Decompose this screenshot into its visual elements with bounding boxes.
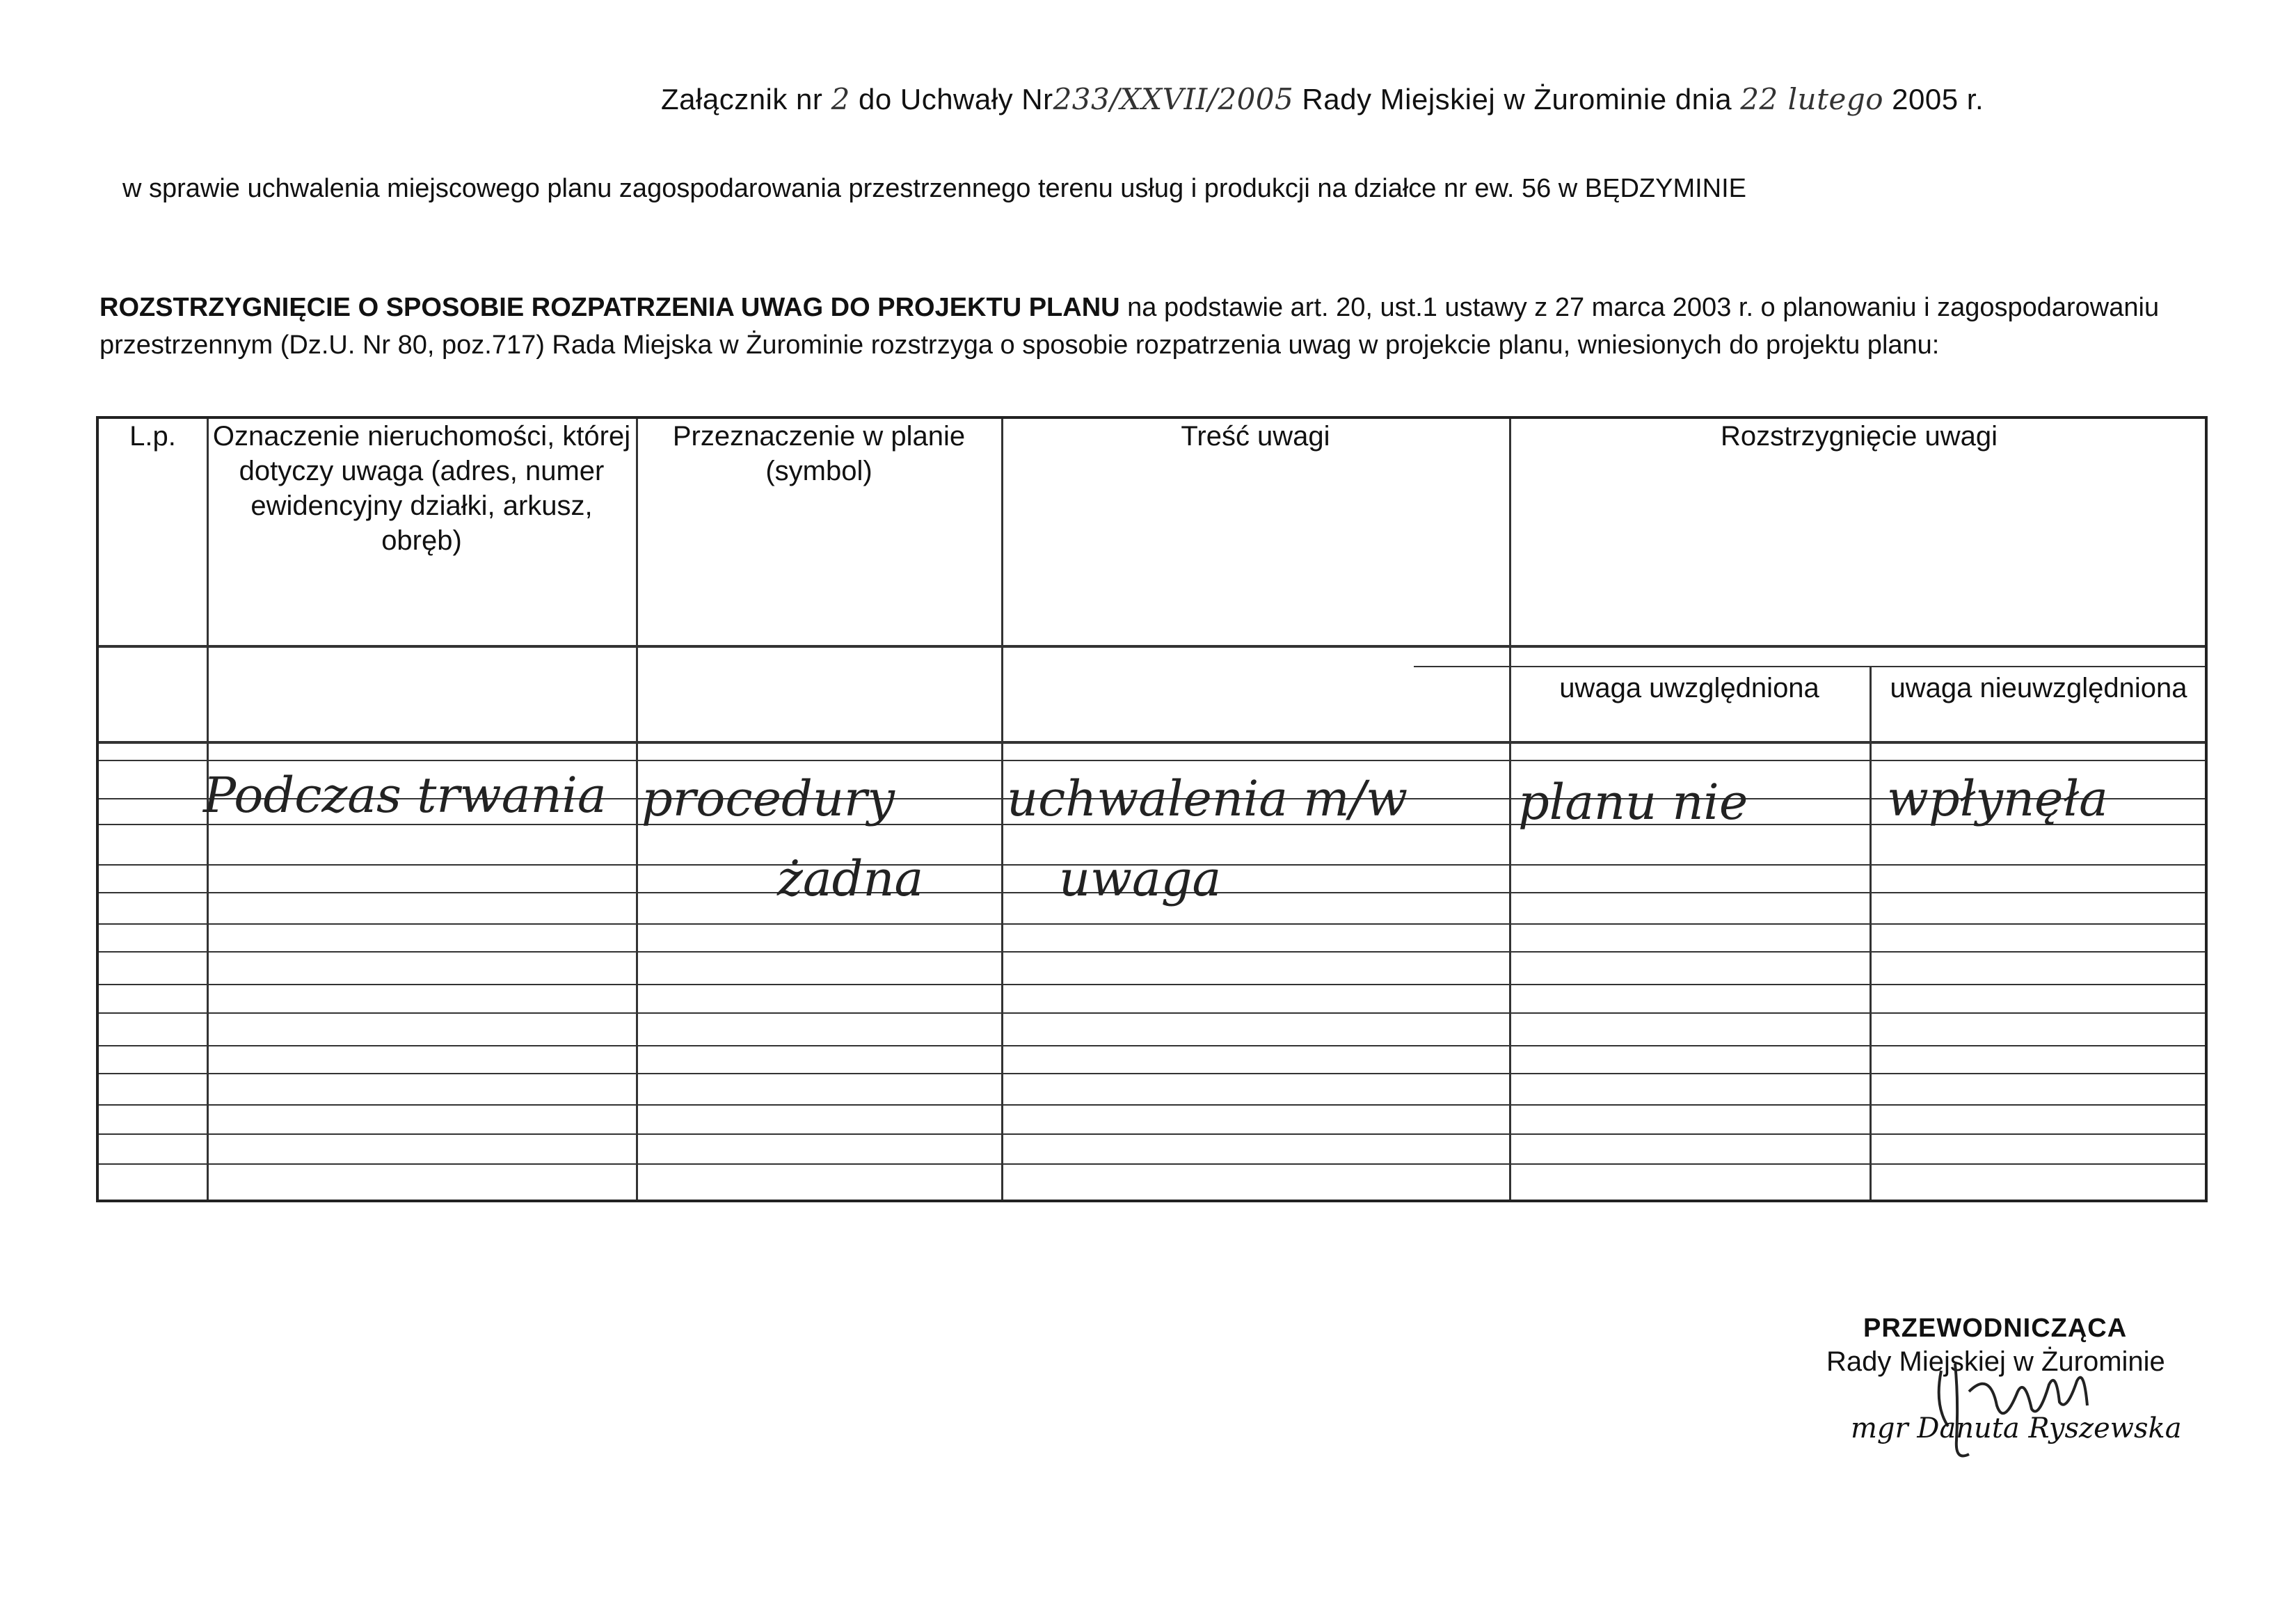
table-rule (1414, 666, 2205, 667)
table-rule (99, 1104, 2205, 1106)
table-rule (99, 1163, 2205, 1165)
table-rule (99, 645, 2205, 648)
table-rule (99, 1012, 2205, 1014)
header-decision: Rozstrzygnięcie uwagi (1721, 421, 1998, 452)
handwritten-text: uwaga (1059, 850, 1222, 907)
table-rule (99, 951, 2205, 953)
signature-scrawl (1927, 1343, 2108, 1468)
table-rule (99, 984, 2205, 985)
table-rule (99, 760, 2205, 761)
header-lp: L.p. (129, 421, 176, 452)
resolution-paragraph (99, 289, 2187, 364)
table-rule (99, 1073, 2205, 1074)
handwritten-text: planu nie (1518, 774, 1748, 831)
table-rule (99, 741, 2205, 744)
table-rule (99, 923, 2205, 925)
handwritten-text: uchwalenia m/w (1007, 770, 1408, 827)
signature-title: PRZEWODNICZĄCA (1863, 1314, 2128, 1343)
table-divider (1870, 666, 1872, 1200)
council-date-prefix: Rady Miejskiej w Żurominie dnia (1302, 83, 1732, 116)
table-divider (1001, 419, 1003, 1200)
resolution-title: ROZSTRZYGNIĘCIE O SPOSOBIE ROZPATRZENIA UWAG DO PROJEKTU PLANU (99, 293, 1120, 322)
header-content: Treść uwagi (1181, 421, 1330, 452)
objections-table (96, 416, 2208, 1202)
header-property: Oznaczenie nieruchomości, której dotyczy uwaga (adres, numer ewidencyjny działki, arkusz, obręb) (212, 421, 631, 556)
table-divider (636, 419, 638, 1200)
resolution-prefix: do Uchwały Nr (858, 83, 1053, 116)
header-rejected: uwaga nieuwzględniona (1890, 673, 2187, 703)
header-accepted: uwaga uwzględniona (1559, 673, 1819, 703)
resolution-year: 2005 r. (1892, 83, 1984, 116)
table-rule (99, 1133, 2205, 1135)
handwritten-text: Podczas trwania (203, 767, 607, 824)
annex-prefix: Załącznik nr (661, 83, 823, 116)
resolution-subject: w sprawie uchwalenia miejscowego planu zagospodarowania przestrzennego terenu usług i produkcji na działce nr ew. 56 w BĘDZYMINIE (122, 174, 1747, 203)
annex-header (661, 82, 1984, 116)
signature-name: mgr Danuta Ryszewska (1851, 1412, 2182, 1444)
handwritten-text: wpłynęła (1887, 770, 2108, 827)
signature-council: Rady Miejskiej w Żurominie (1826, 1346, 2165, 1377)
handwritten-text: procedury (641, 770, 895, 827)
table-rule (99, 1045, 2205, 1046)
resolution-date: 22 lutego (1740, 82, 1883, 116)
handwritten-text: żadna (777, 850, 924, 907)
table-divider (1509, 419, 1511, 1200)
resolution-body: na podstawie art. 20, ust.1 ustawy z 27 marca 2003 r. o planowaniu i zagospodarowaniu przestrzennym (Dz.U. Nr 80, poz.717) Rada Miejska w Żurominie rozstrzyga o sposobie rozpatrzenia uwag w projekcie planu, wniesionych do projektu planu: (99, 293, 2160, 360)
header-purpose: Przeznaczenie w planie (symbol) (672, 421, 966, 486)
annex-number: 2 (831, 82, 850, 116)
resolution-number: 233/XXVII/2005 (1053, 82, 1294, 116)
